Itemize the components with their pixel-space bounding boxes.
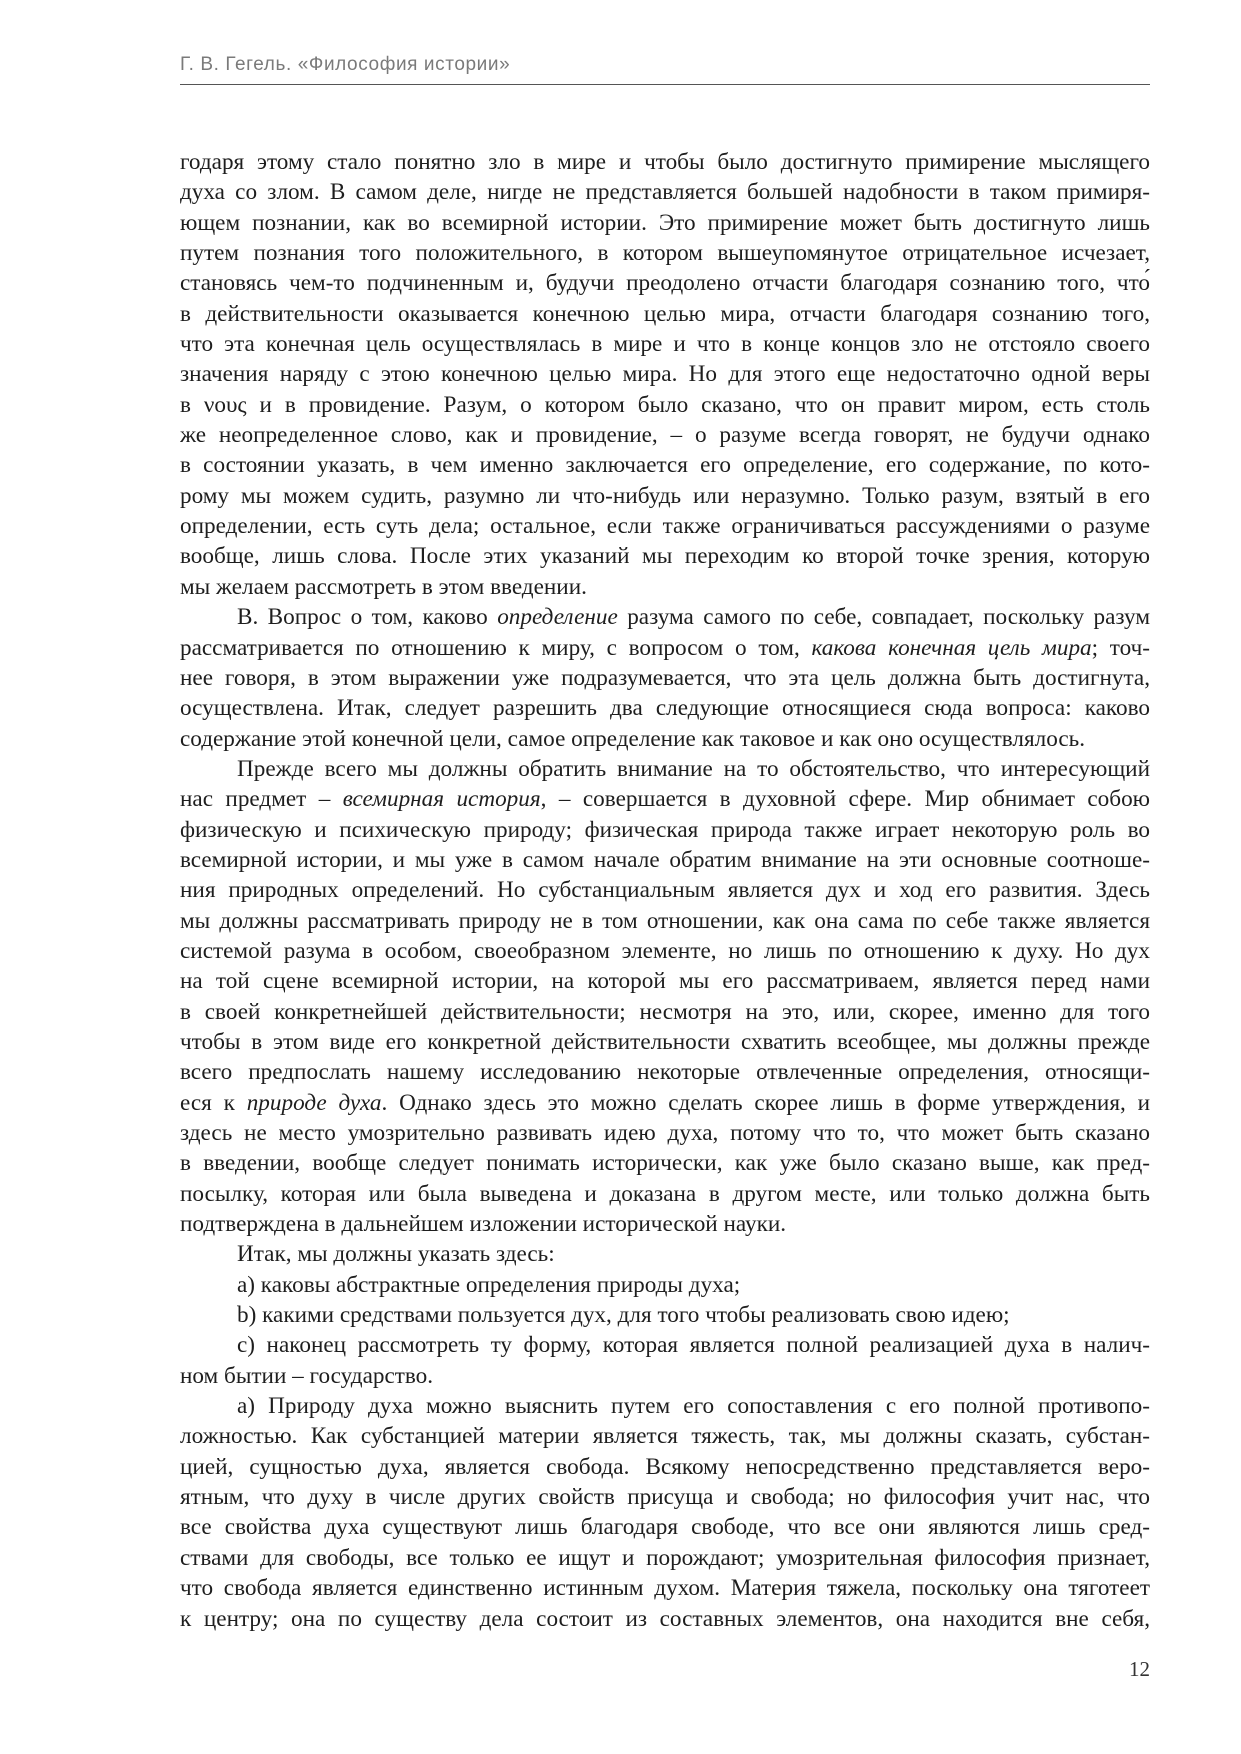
text-line: ятным, что духу в числе других свойств присуща и свобода; но философия учит нас, что	[180, 1484, 1150, 1511]
text-line: определении, есть суть дела; остальное, если также ограничиваться рассуждениями о разуме	[180, 513, 1150, 540]
text-line: в введении, вообще следует понимать исторически, как уже было сказано выше, как пред-	[180, 1150, 1150, 1177]
text-line: подтверждена в дальнейшем изложении исторической науки.	[180, 1211, 787, 1238]
text-line: системой разума в особом, своеобразном элементе, но лишь по отношению к духу. Но дух	[180, 937, 1150, 964]
text-line: в состоянии указать, в чем именно заключается его определение, его содержание, по кото-	[180, 452, 1150, 479]
text-line: на той сцене всемирной истории, на которой мы его рассматриваем, является перед нами	[180, 968, 1150, 995]
text-line: всемирной истории, и мы уже в самом начале обратим внимание на эти основные соотноше-	[180, 846, 1150, 873]
text-line: что свобода является единственно истинным духом. Материя тяжела, поскольку она тяготеет	[180, 1575, 1150, 1602]
emphasis: какова конечная цель мира	[811, 634, 1092, 661]
text-line: посылку, которая или была выведена и доказана в другом месте, или только должна быть	[180, 1180, 1150, 1207]
emphasis: всемирная история	[342, 786, 541, 813]
text-line: физическую и психическую природу; физическая природа также играет некоторую роль во	[180, 816, 1150, 843]
running-head	[180, 54, 1150, 85]
text-line: всего предпослать нашему исследованию некоторые отвлеченные определения, относящи-	[180, 1059, 1150, 1086]
text-line: значения наряду с этою конечною целью мира. Но для этого еще недостаточно одной веры	[180, 361, 1150, 388]
text-line: здесь не место умозрительно развивать идею духа, потому что то, что может быть сказано	[180, 1120, 1150, 1146]
text-line: чтобы в этом виде его конкретной действительности схватить всеобщее, мы должны прежде	[180, 1028, 1150, 1055]
text-line: же неопределенное слово, как и провидение, – о разуме всегда говорят, не будучи однако	[180, 422, 1150, 449]
text-line: еся к природе духа. Однако здесь это можно сделать скорее лишь в форме утверждения, и	[180, 1089, 1150, 1116]
text-line: ном бытии – государство.	[180, 1362, 434, 1389]
emphasis: природе духа	[246, 1089, 382, 1116]
text-line: что эта конечная цель осуществлялась в мире и что в конце концов зло не отстояло своего	[180, 331, 1150, 358]
text-line: рому мы можем судить, разумно ли что-нибудь или неразумно. Только разум, взятый в его	[180, 482, 1150, 509]
text-line: ложностью. Как субстанцией материи является тяжесть, так, мы должны сказать, субстан-	[180, 1423, 1150, 1450]
body-text	[180, 147, 1150, 1634]
text-line: мы должны рассматривать природу не в том отношении, как она сама по себе также является	[180, 907, 1150, 934]
emphasis: определение	[497, 604, 618, 631]
text-line: ющем познании, как во всемирной истории. Это примирение может быть достигнуто лишь	[180, 209, 1150, 236]
text-line: B. Вопрос о том, каково определение разума самого по себе, совпадает, поскольку разум	[237, 604, 1150, 631]
text-line: все свойства духа существуют лишь благодаря свободе, что все они являются лишь сред-	[180, 1514, 1150, 1541]
text-line: содержание этой конечной цели, самое определение как таковое и как оно осуществлялось.	[180, 725, 1086, 752]
running-title: Г. В. Гегель. «Философия истории»	[180, 54, 511, 75]
text-line: a) каковы абстрактные определения природы духа;	[237, 1271, 741, 1298]
text-line: в νους и в провидение. Разум, о котором было сказано, что он правит миром, есть столь	[180, 391, 1150, 418]
text-line: нее говоря, в этом выражении уже подразумевается, что эта цель должна быть достигнута,	[180, 664, 1150, 691]
text-line: c) наконец рассмотреть ту форму, которая является полной реализацией духа в налич-	[237, 1332, 1150, 1359]
text-line: к центру; она по существу дела состоит из составных элементов, она находится вне себя,	[180, 1605, 1150, 1632]
text-line: путем познания того положительного, в котором вышеупомянутое отрицательное исчезает,	[180, 240, 1150, 267]
text-line: a) Природу духа можно выяснить путем его сопоставления с его полной противопо-	[237, 1393, 1150, 1420]
text-line: осуществлена. Итак, следует разрешить два следующие относящиеся сюда вопроса: каково	[180, 695, 1150, 722]
text-line: вообще, лишь слова. После этих указаний мы переходим ко второй точке зрения, которую	[180, 543, 1150, 570]
text-line: Прежде всего мы должны обратить внимание на то обстоятельство, что интересующий	[237, 755, 1150, 782]
text-line: в своей конкретнейшей действительности; несмотря на это, или, скорее, именно для того	[180, 998, 1150, 1025]
text-line: Итак, мы должны указать здесь:	[237, 1241, 555, 1268]
text-line: в действительности оказывается конечною целью мира, отчасти благодаря сознанию того,	[180, 300, 1150, 327]
text-line: рассматривается по отношению к миру, с вопросом о том, какова конечная цель мира; точ-	[180, 634, 1150, 661]
text-line: ствами для свободы, все только ее ищут и порождают; умозрительная философия признает,	[180, 1544, 1150, 1571]
text-line: нас предмет – всемирная история, – совершается в духовной сфере. Мир обнимает собою	[180, 786, 1150, 813]
text-line: становясь чем-то подчиненным и, будучи преодолено отчасти благодаря сознанию того, что́	[180, 270, 1150, 297]
text-line: цией, сущностью духа, является свобода. Всякому непосредственно представляется веро-	[180, 1453, 1150, 1480]
page-number: 12	[1129, 1657, 1150, 1681]
text-line: ния природных определений. Но субстанциальным является дух и ход его развития. Здесь	[180, 877, 1150, 904]
text-line: годаря этому стало понятно зло в мире и чтобы было достигнуто примирение мыслящего	[180, 149, 1150, 175]
text-line: b) какими средствами пользуется дух, для того чтобы реализовать свою идею;	[237, 1302, 1010, 1329]
text-line: духа со злом. В самом деле, нигде не представляется большей надобности в таком примиря-	[180, 179, 1150, 206]
text-line: мы желаем рассмотреть в этом введении.	[180, 573, 587, 600]
paragraph-text	[180, 147, 1150, 1634]
